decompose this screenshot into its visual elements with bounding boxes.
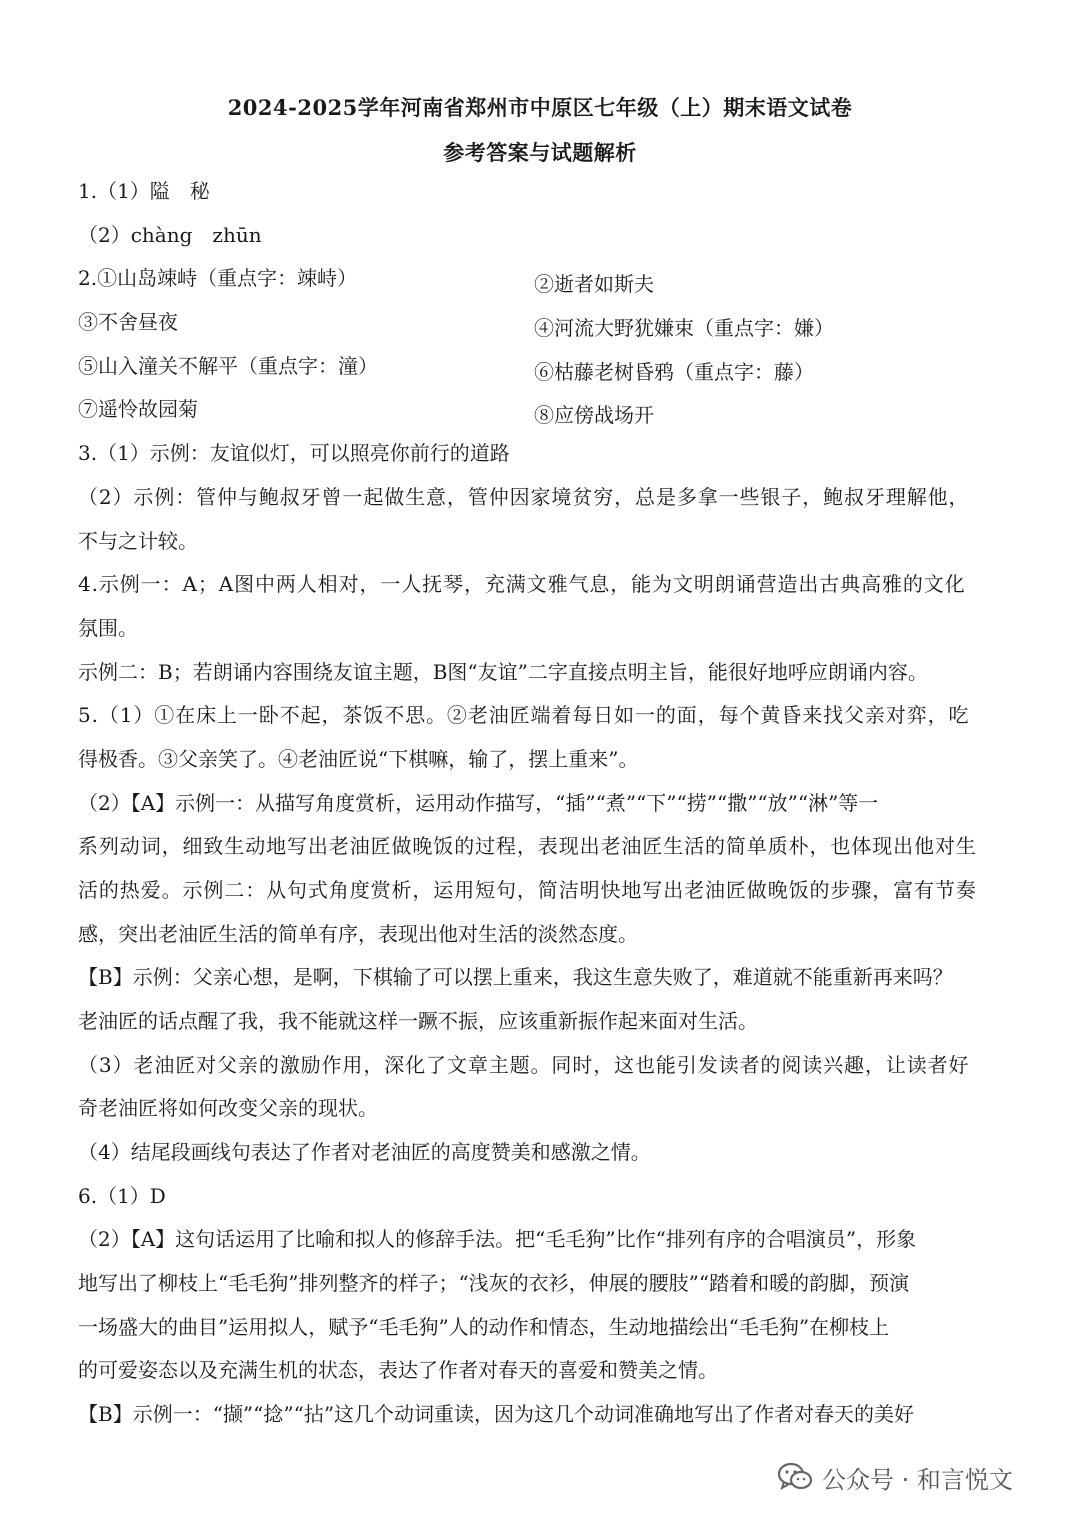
answer-4-example-1-cont: 氛围。 — [78, 616, 138, 640]
answer-2-item-8: ⑧应傍战场开 — [534, 403, 654, 427]
answer-3-1: 3.（1）示例：友谊似灯，可以照亮你前行的道路 — [78, 441, 510, 465]
answer-6-1: 6.（1）D — [78, 1184, 166, 1208]
watermark-text: 公众号 · 和言悦文 — [822, 1465, 1013, 1494]
answer-5-2-a-cont-1: 系列动词，细致生动地写出老油匠做晚饭的过程，表现出老油匠生活的简单质朴，也体现出他对生 — [78, 834, 977, 858]
answer-6-2-b: 【B】示例一：“撷”“捻”“拈”这几个动词重读，因为这几个动词准确地写出了作者对春天的美好 — [78, 1402, 915, 1426]
answer-1-1: 1.（1）隘 秘 — [78, 179, 210, 203]
answer-4-example-1: 4.示例一：A；A图中两人相对，一人抚琴，充满文雅气息，能为文明朗诵营造出古典高雅的文化 — [78, 572, 966, 596]
answer-6-2-a-cont-1: 地写出了柳枝上“毛毛狗”排列整齐的样子；“浅灰的衣衫，伸展的腰肢”“踏着和暖的韵脚，预演 — [78, 1271, 910, 1295]
answer-5-1: 5.（1）①在床上一卧不起，茶饭不思。②老油匠端着每日如一的面，每个黄昏来找父亲对弈，吃 — [78, 703, 970, 727]
answer-3-2-cont: 不与之计较。 — [78, 529, 198, 553]
answer-2-item-1: 2.①山岛竦峙（重点字：竦峙） — [78, 266, 358, 290]
document-title: 2024-2025学年河南省郑州市中原区七年级（上）期末语文试卷 — [227, 95, 853, 120]
answer-6-2-a: （2）【A】这句话运用了比喻和拟人的修辞手法。把“毛毛狗”比作“排列有序的合唱演员”，形象 — [78, 1227, 917, 1251]
answer-2-item-5: ⑤山入潼关不解平（重点字：潼） — [78, 354, 378, 378]
answer-2-item-7: ⑦遥怜故园菊 — [78, 397, 198, 421]
answer-5-2-b: 【B】示例：父亲心想，是啊，下棋输了可以摆上重来，我这生意失败了，难道就不能重新再来吗？ — [78, 965, 953, 989]
answer-5-2-b-cont: 老油匠的话点醒了我，我不能就这样一蹶不振，应该重新振作起来面对生活。 — [78, 1009, 758, 1033]
answer-5-2-a-cont-2: 活的热爱。示例二：从句式角度赏析，运用短句，简洁明快地写出老油匠做晚饭的步骤，富有节奏 — [78, 878, 977, 902]
document-subtitle: 参考答案与试题解析 — [443, 140, 637, 165]
answer-6-2-a-cont-3: 的可爱姿态以及充满生机的状态，表达了作者对春天的喜爱和赞美之情。 — [78, 1358, 718, 1382]
watermark — [778, 1453, 1013, 1501]
answer-5-3-cont: 奇老油匠将如何改变父亲的现状。 — [78, 1096, 378, 1120]
answer-3-2: （2）示例：管仲与鲍叔牙曾一起做生意，管仲因家境贫穷，总是多拿一些银子，鲍叔牙理解他， — [78, 485, 970, 509]
answer-2-item-4: ④河流大野犹嫌束（重点字：嫌） — [534, 316, 834, 340]
answer-5-2-a-cont-3: 感，突出老油匠生活的简单有序，表现出他对生活的淡然态度。 — [78, 922, 638, 946]
answer-5-2-a: （2）【A】示例一：从描写角度赏析，运用动作描写，“插”“煮”“下”“捞”“撒”“放”“淋”等一 — [78, 791, 879, 815]
answer-2-item-3: ③不舍昼夜 — [78, 310, 178, 334]
answer-4-example-2: 示例二：B；若朗诵内容围绕友谊主题，B图“友谊”二字直接点明主旨，能很好地呼应朗诵内容。 — [78, 660, 928, 684]
answer-5-4: （4）结尾段画线句表达了作者对老油匠的高度赞美和感激之情。 — [78, 1140, 651, 1164]
answer-6-2-a-cont-2: 一场盛大的曲目”运用拟人，赋予“毛毛狗”人的动作和情态，生动地描绘出“毛毛狗”在柳枝上 — [78, 1315, 890, 1339]
answer-2-item-2: ②逝者如斯夫 — [534, 272, 654, 296]
answer-5-1-cont: 得极香。③父亲笑了。④老油匠说“下棋嘛，输了，摆上重来”。 — [78, 747, 639, 771]
answer-2-item-6: ⑥枯藤老树昏鸦（重点字：藤） — [534, 360, 814, 384]
answer-1-2: （2）chàng zhūn — [78, 223, 262, 247]
wechat-icon — [778, 1462, 812, 1492]
answer-5-3: （3）老油匠对父亲的激励作用，深化了文章主题。同时，这也能引发读者的阅读兴趣，让读者好 — [78, 1053, 970, 1077]
